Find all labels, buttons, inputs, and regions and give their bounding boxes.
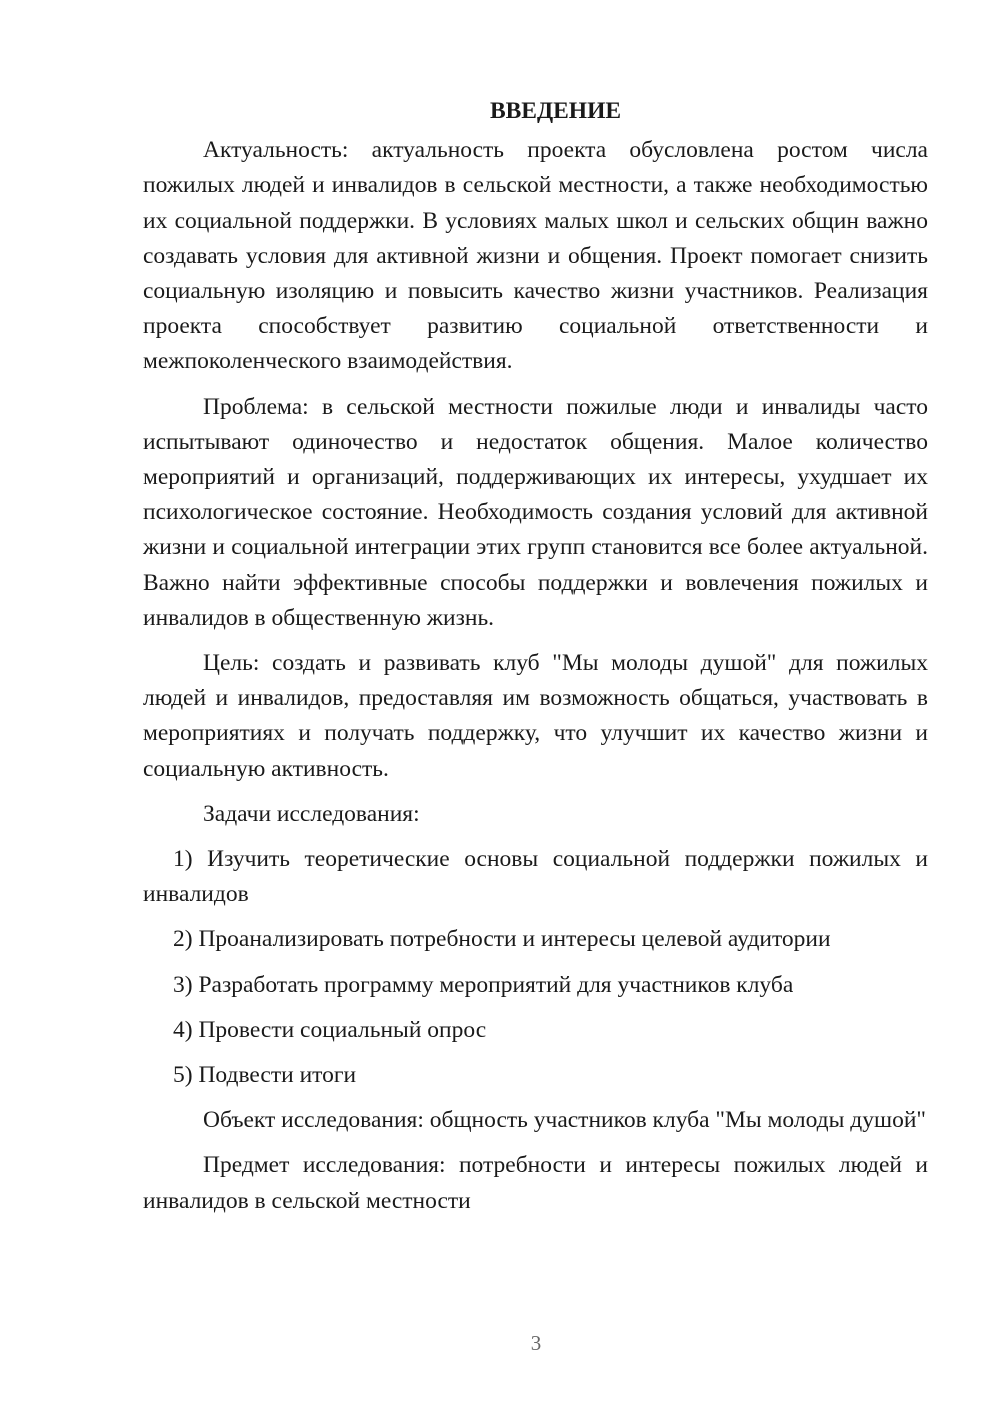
task-item-3: 3) Разработать программу мероприятий для участников клуба — [173, 971, 794, 998]
task-item-2: 2) Проанализировать потребности и интересы целевой аудитории — [173, 926, 831, 953]
page-number: 3 — [530, 1331, 542, 1355]
subject-paragraph: Предмет исследования: потребности и интересы пожилых людей и инвалидов в сельской местности — [143, 1152, 928, 1214]
relevance-paragraph: Актуальность: актуальность проекта обусловлена ростом числа пожилых людей и инвалидов в сельской местности, а также необходимостью их социальной поддержки. В условиях малых школ и сельских общин важно создавать условия для активной жизни и общения. Проект помогает снизить социальную изоляцию и повысить качество жизни участников. Реализация проекта способствует развитию социальной ответственности и межпоколенческого взаимодействия. — [143, 137, 928, 375]
task-item-4: 4) Провести социальный опрос — [173, 1016, 487, 1043]
problem-paragraph: Проблема: в сельской местности пожилые люди и инвалиды часто испытывают одиночество и недостаток общения. Малое количество мероприятий и организаций, поддерживающих их интересы, ухудшает их психологическое состояние. Необходимость создания условий для активной жизни и социальной интеграции этих групп становится все более актуальной. Важно найти эффективные способы поддержки и вовлечения пожилых и инвалидов в общественную жизнь. — [143, 393, 928, 631]
object-paragraph: Объект исследования: общность участников клуба "Мы молоды душой" — [203, 1107, 927, 1134]
tasks-heading: Задачи исследования: — [203, 800, 420, 827]
task-item-5: 5) Подвести итоги — [173, 1062, 357, 1089]
page-title: ВВЕДЕНИЕ — [489, 98, 622, 124]
goal-paragraph: Цель: создать и развивать клуб "Мы молоды душой" для пожилых людей и инвалидов, предоставляя им возможность общаться, участвовать в мероприятиях и получать поддержку, что улучшит их качество жизни и социальную активность. — [143, 650, 928, 782]
task-item-1: 1) Изучить теоретические основы социальной поддержки пожилых и инвалидов — [143, 846, 928, 908]
